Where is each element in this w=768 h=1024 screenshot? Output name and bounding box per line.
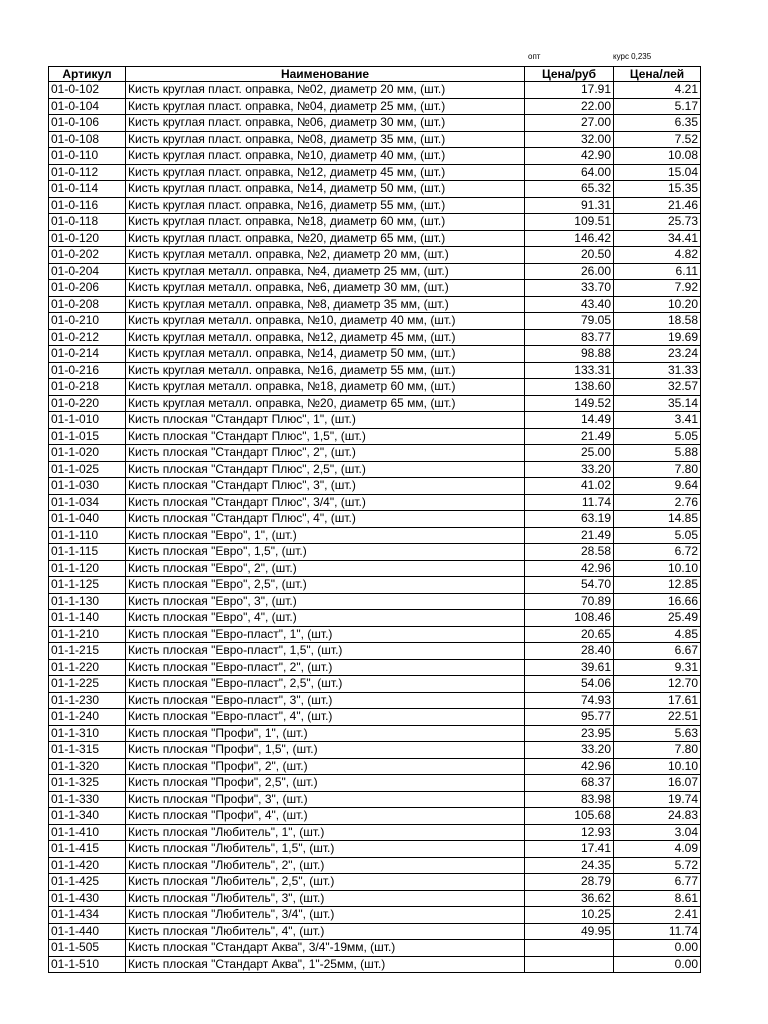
exchange-rate-note: курс 0,235 xyxy=(613,52,652,61)
cell-price-rub: 21.49 xyxy=(525,527,614,544)
cell-price-rub: 39.61 xyxy=(525,659,614,676)
cell-article: 01-1-330 xyxy=(49,791,126,808)
cell-price-rub: 65.32 xyxy=(525,181,614,198)
cell-price-rub: 27.00 xyxy=(525,115,614,132)
cell-price-rub: 25.00 xyxy=(525,445,614,462)
cell-price-lei: 5.63 xyxy=(614,725,701,742)
cell-price-lei: 16.07 xyxy=(614,775,701,792)
cell-price-lei: 5.88 xyxy=(614,445,701,462)
cell-article: 01-0-220 xyxy=(49,395,126,412)
cell-price-rub: 32.00 xyxy=(525,131,614,148)
table-row xyxy=(49,890,701,907)
table-row xyxy=(49,379,701,396)
cell-price-rub: 26.00 xyxy=(525,263,614,280)
cell-price-rub: 11.74 xyxy=(525,494,614,511)
cell-article: 01-0-120 xyxy=(49,230,126,247)
cell-price-lei: 7.92 xyxy=(614,280,701,297)
cell-price-lei: 17.61 xyxy=(614,692,701,709)
cell-price-rub: 83.98 xyxy=(525,791,614,808)
cell-price-rub: 42.96 xyxy=(525,758,614,775)
cell-article: 01-1-130 xyxy=(49,593,126,610)
cell-name: Кисть круглая металл. оправка, №2, диаметр 20 мм, (шт.) xyxy=(126,247,525,264)
cell-article: 01-1-220 xyxy=(49,659,126,676)
cell-article: 01-0-214 xyxy=(49,346,126,363)
column-header-name: Наименование xyxy=(126,67,525,82)
cell-article: 01-0-212 xyxy=(49,329,126,346)
cell-article: 01-1-434 xyxy=(49,907,126,924)
cell-name: Кисть плоская "Евро", 3", (шт.) xyxy=(126,593,525,610)
cell-price-lei: 5.05 xyxy=(614,527,701,544)
cell-article: 01-0-218 xyxy=(49,379,126,396)
cell-name: Кисть круглая металл. оправка, №16, диаметр 55 мм, (шт.) xyxy=(126,362,525,379)
cell-article: 01-0-216 xyxy=(49,362,126,379)
cell-name: Кисть плоская "Стандарт Плюс", 2", (шт.) xyxy=(126,445,525,462)
cell-name: Кисть круглая пласт. оправка, №14, диаметр 50 мм, (шт.) xyxy=(126,181,525,198)
cell-price-rub: 28.40 xyxy=(525,643,614,660)
cell-price-lei: 12.70 xyxy=(614,676,701,693)
cell-price-rub: 63.19 xyxy=(525,511,614,528)
cell-name: Кисть круглая пласт. оправка, №06, диаметр 30 мм, (шт.) xyxy=(126,115,525,132)
cell-name: Кисть плоская "Евро-пласт", 1,5", (шт.) xyxy=(126,643,525,660)
table-row xyxy=(49,313,701,330)
table-row xyxy=(49,692,701,709)
table-row xyxy=(49,626,701,643)
cell-price-lei: 23.24 xyxy=(614,346,701,363)
table-row xyxy=(49,824,701,841)
cell-name: Кисть круглая металл. оправка, №12, диаметр 45 мм, (шт.) xyxy=(126,329,525,346)
cell-name: Кисть плоская "Любитель", 2,5", (шт.) xyxy=(126,874,525,891)
cell-price-rub: 12.93 xyxy=(525,824,614,841)
cell-article: 01-1-440 xyxy=(49,923,126,940)
table-row xyxy=(49,593,701,610)
cell-price-lei: 15.04 xyxy=(614,164,701,181)
cell-price-rub: 21.49 xyxy=(525,428,614,445)
cell-price-lei: 3.41 xyxy=(614,412,701,429)
cell-price-lei: 10.10 xyxy=(614,758,701,775)
table-row xyxy=(49,923,701,940)
table-row xyxy=(49,280,701,297)
cell-name: Кисть плоская "Стандарт Плюс", 3/4", (шт.) xyxy=(126,494,525,511)
cell-price-lei: 5.17 xyxy=(614,98,701,115)
cell-price-lei: 8.61 xyxy=(614,890,701,907)
cell-name: Кисть плоская "Евро-пласт", 2", (шт.) xyxy=(126,659,525,676)
cell-price-lei: 31.33 xyxy=(614,362,701,379)
cell-price-rub: 108.46 xyxy=(525,610,614,627)
cell-price-rub: 33.20 xyxy=(525,461,614,478)
cell-price-lei: 4.85 xyxy=(614,626,701,643)
cell-price-lei: 4.21 xyxy=(614,82,701,99)
table-row xyxy=(49,907,701,924)
cell-article: 01-1-430 xyxy=(49,890,126,907)
table-row xyxy=(49,181,701,198)
column-header-price-rub: Цена/руб xyxy=(525,67,614,82)
cell-name: Кисть круглая пласт. оправка, №10, диаметр 40 мм, (шт.) xyxy=(126,148,525,165)
cell-article: 01-1-040 xyxy=(49,511,126,528)
cell-price-rub: 42.90 xyxy=(525,148,614,165)
cell-price-lei: 10.10 xyxy=(614,560,701,577)
cell-name: Кисть плоская "Профи", 3", (шт.) xyxy=(126,791,525,808)
cell-price-lei: 24.83 xyxy=(614,808,701,825)
cell-article: 01-1-215 xyxy=(49,643,126,660)
cell-article: 01-1-230 xyxy=(49,692,126,709)
cell-article: 01-0-106 xyxy=(49,115,126,132)
cell-price-lei: 32.57 xyxy=(614,379,701,396)
cell-article: 01-1-140 xyxy=(49,610,126,627)
cell-price-rub: 54.06 xyxy=(525,676,614,693)
table-header-row xyxy=(49,67,701,82)
cell-price-lei: 16.66 xyxy=(614,593,701,610)
cell-price-lei: 5.72 xyxy=(614,857,701,874)
cell-name: Кисть плоская "Профи", 1,5", (шт.) xyxy=(126,742,525,759)
cell-price-rub: 109.51 xyxy=(525,214,614,231)
cell-name: Кисть плоская "Стандарт Плюс", 4", (шт.) xyxy=(126,511,525,528)
cell-price-rub: 23.95 xyxy=(525,725,614,742)
cell-price-lei: 9.64 xyxy=(614,478,701,495)
table-row xyxy=(49,527,701,544)
cell-price-rub: 91.31 xyxy=(525,197,614,214)
cell-article: 01-1-030 xyxy=(49,478,126,495)
cell-price-rub: 133.31 xyxy=(525,362,614,379)
cell-article: 01-0-114 xyxy=(49,181,126,198)
cell-name: Кисть круглая пласт. оправка, №16, диаметр 55 мм, (шт.) xyxy=(126,197,525,214)
cell-price-rub: 42.96 xyxy=(525,560,614,577)
cell-price-lei: 9.31 xyxy=(614,659,701,676)
table-body xyxy=(49,82,701,973)
cell-price-rub: 22.00 xyxy=(525,98,614,115)
cell-article: 01-1-110 xyxy=(49,527,126,544)
cell-name: Кисть круглая металл. оправка, №14, диаметр 50 мм, (шт.) xyxy=(126,346,525,363)
cell-price-lei: 25.49 xyxy=(614,610,701,627)
cell-article: 01-1-210 xyxy=(49,626,126,643)
cell-price-lei: 7.80 xyxy=(614,461,701,478)
cell-price-rub xyxy=(525,956,614,973)
table-row xyxy=(49,791,701,808)
cell-article: 01-1-240 xyxy=(49,709,126,726)
cell-price-lei: 3.04 xyxy=(614,824,701,841)
column-header-price-lei: Цена/лей xyxy=(614,67,701,82)
cell-price-lei: 18.58 xyxy=(614,313,701,330)
cell-price-lei: 10.20 xyxy=(614,296,701,313)
cell-price-rub: 54.70 xyxy=(525,577,614,594)
cell-price-lei: 7.80 xyxy=(614,742,701,759)
table-row xyxy=(49,346,701,363)
cell-name: Кисть плоская "Любитель", 3", (шт.) xyxy=(126,890,525,907)
wholesale-note: опт xyxy=(528,52,541,61)
cell-price-lei: 34.41 xyxy=(614,230,701,247)
cell-article: 01-1-320 xyxy=(49,758,126,775)
cell-price-lei: 7.52 xyxy=(614,131,701,148)
cell-price-rub: 79.05 xyxy=(525,313,614,330)
cell-name: Кисть плоская "Стандарт Плюс", 1", (шт.) xyxy=(126,412,525,429)
table-row xyxy=(49,758,701,775)
cell-price-rub: 68.37 xyxy=(525,775,614,792)
cell-price-lei: 19.74 xyxy=(614,791,701,808)
cell-article: 01-1-420 xyxy=(49,857,126,874)
cell-price-rub: 10.25 xyxy=(525,907,614,924)
table-row xyxy=(49,659,701,676)
cell-price-rub: 74.93 xyxy=(525,692,614,709)
cell-price-lei: 0.00 xyxy=(614,940,701,957)
table-row xyxy=(49,643,701,660)
cell-name: Кисть плоская "Любитель", 1", (шт.) xyxy=(126,824,525,841)
cell-article: 01-1-410 xyxy=(49,824,126,841)
table-row xyxy=(49,544,701,561)
cell-price-rub: 20.65 xyxy=(525,626,614,643)
cell-price-lei: 0.00 xyxy=(614,956,701,973)
cell-article: 01-1-125 xyxy=(49,577,126,594)
table-row xyxy=(49,725,701,742)
table-row xyxy=(49,148,701,165)
cell-price-lei: 5.05 xyxy=(614,428,701,445)
cell-article: 01-1-010 xyxy=(49,412,126,429)
cell-price-lei: 15.35 xyxy=(614,181,701,198)
table-row xyxy=(49,494,701,511)
cell-name: Кисть плоская "Евро", 1", (шт.) xyxy=(126,527,525,544)
table-row xyxy=(49,197,701,214)
cell-price-rub: 43.40 xyxy=(525,296,614,313)
cell-name: Кисть круглая металл. оправка, №20, диаметр 65 мм, (шт.) xyxy=(126,395,525,412)
cell-name: Кисть круглая металл. оправка, №10, диаметр 40 мм, (шт.) xyxy=(126,313,525,330)
cell-price-rub: 98.88 xyxy=(525,346,614,363)
cell-article: 01-1-325 xyxy=(49,775,126,792)
cell-article: 01-0-104 xyxy=(49,98,126,115)
table-row xyxy=(49,296,701,313)
table-row xyxy=(49,329,701,346)
cell-price-rub: 24.35 xyxy=(525,857,614,874)
table-row xyxy=(49,940,701,957)
table-row xyxy=(49,577,701,594)
cell-price-rub: 41.02 xyxy=(525,478,614,495)
cell-article: 01-1-025 xyxy=(49,461,126,478)
cell-name: Кисть круглая пласт. оправка, №02, диаметр 20 мм, (шт.) xyxy=(126,82,525,99)
table-row xyxy=(49,742,701,759)
table-row xyxy=(49,362,701,379)
cell-name: Кисть круглая пласт. оправка, №12, диаметр 45 мм, (шт.) xyxy=(126,164,525,181)
cell-price-lei: 14.85 xyxy=(614,511,701,528)
cell-price-lei: 19.69 xyxy=(614,329,701,346)
cell-price-lei: 12.85 xyxy=(614,577,701,594)
table-row xyxy=(49,676,701,693)
cell-price-rub xyxy=(525,940,614,957)
table-row xyxy=(49,874,701,891)
cell-article: 01-0-102 xyxy=(49,82,126,99)
cell-price-lei: 6.72 xyxy=(614,544,701,561)
cell-name: Кисть плоская "Стандарт Плюс", 1,5", (шт.) xyxy=(126,428,525,445)
cell-name: Кисть плоская "Стандарт Плюс", 3", (шт.) xyxy=(126,478,525,495)
cell-article: 01-1-225 xyxy=(49,676,126,693)
cell-name: Кисть плоская "Профи", 1", (шт.) xyxy=(126,725,525,742)
cell-article: 01-1-415 xyxy=(49,841,126,858)
cell-name: Кисть плоская "Стандарт Аква", 1"-25мм, (шт.) xyxy=(126,956,525,973)
cell-name: Кисть плоская "Любитель", 4", (шт.) xyxy=(126,923,525,940)
cell-article: 01-0-202 xyxy=(49,247,126,264)
cell-article: 01-1-340 xyxy=(49,808,126,825)
column-header-article: Артикул xyxy=(49,67,126,82)
cell-price-rub: 20.50 xyxy=(525,247,614,264)
cell-price-rub: 105.68 xyxy=(525,808,614,825)
table-row xyxy=(49,115,701,132)
cell-article: 01-1-310 xyxy=(49,725,126,742)
cell-price-rub: 149.52 xyxy=(525,395,614,412)
table-row xyxy=(49,511,701,528)
cell-price-lei: 22.51 xyxy=(614,709,701,726)
cell-name: Кисть плоская "Евро", 4", (шт.) xyxy=(126,610,525,627)
table-row xyxy=(49,230,701,247)
cell-price-lei: 10.08 xyxy=(614,148,701,165)
cell-article: 01-0-208 xyxy=(49,296,126,313)
table-row xyxy=(49,445,701,462)
cell-article: 01-1-120 xyxy=(49,560,126,577)
cell-price-lei: 11.74 xyxy=(614,923,701,940)
cell-price-rub: 28.58 xyxy=(525,544,614,561)
table-row xyxy=(49,478,701,495)
table-row xyxy=(49,247,701,264)
cell-price-lei: 35.14 xyxy=(614,395,701,412)
cell-name: Кисть плоская "Стандарт Аква", 3/4"-19мм, (шт.) xyxy=(126,940,525,957)
cell-article: 01-0-108 xyxy=(49,131,126,148)
cell-price-rub: 36.62 xyxy=(525,890,614,907)
cell-article: 01-1-315 xyxy=(49,742,126,759)
cell-name: Кисть плоская "Профи", 4", (шт.) xyxy=(126,808,525,825)
cell-price-rub: 33.70 xyxy=(525,280,614,297)
cell-name: Кисть плоская "Профи", 2,5", (шт.) xyxy=(126,775,525,792)
table-row xyxy=(49,560,701,577)
cell-name: Кисть круглая пласт. оправка, №18, диаметр 60 мм, (шт.) xyxy=(126,214,525,231)
cell-article: 01-0-206 xyxy=(49,280,126,297)
cell-price-rub: 33.20 xyxy=(525,742,614,759)
table-row xyxy=(49,956,701,973)
table-row xyxy=(49,461,701,478)
cell-price-rub: 14.49 xyxy=(525,412,614,429)
table-row xyxy=(49,412,701,429)
cell-name: Кисть плоская "Евро-пласт", 1", (шт.) xyxy=(126,626,525,643)
table-row xyxy=(49,82,701,99)
cell-price-lei: 6.67 xyxy=(614,643,701,660)
cell-article: 01-0-118 xyxy=(49,214,126,231)
cell-article: 01-1-510 xyxy=(49,956,126,973)
cell-price-lei: 6.77 xyxy=(614,874,701,891)
cell-article: 01-1-425 xyxy=(49,874,126,891)
cell-name: Кисть плоская "Профи", 2", (шт.) xyxy=(126,758,525,775)
cell-name: Кисть плоская "Любитель", 3/4", (шт.) xyxy=(126,907,525,924)
cell-name: Кисть круглая металл. оправка, №4, диаметр 25 мм, (шт.) xyxy=(126,263,525,280)
cell-name: Кисть круглая пласт. оправка, №20, диаметр 65 мм, (шт.) xyxy=(126,230,525,247)
cell-article: 01-1-034 xyxy=(49,494,126,511)
cell-name: Кисть плоская "Евро", 2,5", (шт.) xyxy=(126,577,525,594)
cell-article: 01-1-020 xyxy=(49,445,126,462)
cell-price-lei: 25.73 xyxy=(614,214,701,231)
cell-name: Кисть плоская "Евро", 1,5", (шт.) xyxy=(126,544,525,561)
cell-price-rub: 95.77 xyxy=(525,709,614,726)
table-row xyxy=(49,395,701,412)
cell-name: Кисть плоская "Евро-пласт", 3", (шт.) xyxy=(126,692,525,709)
cell-name: Кисть круглая металл. оправка, №6, диаметр 30 мм, (шт.) xyxy=(126,280,525,297)
table-row xyxy=(49,214,701,231)
cell-name: Кисть плоская "Любитель", 1,5", (шт.) xyxy=(126,841,525,858)
table-row xyxy=(49,709,701,726)
price-table xyxy=(48,66,701,973)
cell-price-rub: 146.42 xyxy=(525,230,614,247)
table-row xyxy=(49,857,701,874)
cell-name: Кисть плоская "Евро-пласт", 4", (шт.) xyxy=(126,709,525,726)
table-row xyxy=(49,775,701,792)
cell-price-rub: 70.89 xyxy=(525,593,614,610)
table-row xyxy=(49,428,701,445)
table-row xyxy=(49,98,701,115)
cell-article: 01-1-115 xyxy=(49,544,126,561)
cell-price-lei: 2.41 xyxy=(614,907,701,924)
cell-name: Кисть круглая пласт. оправка, №04, диаметр 25 мм, (шт.) xyxy=(126,98,525,115)
table-row xyxy=(49,808,701,825)
cell-article: 01-0-112 xyxy=(49,164,126,181)
cell-article: 01-0-204 xyxy=(49,263,126,280)
table-row xyxy=(49,263,701,280)
cell-price-rub: 64.00 xyxy=(525,164,614,181)
cell-article: 01-1-015 xyxy=(49,428,126,445)
table-row xyxy=(49,610,701,627)
cell-price-lei: 6.11 xyxy=(614,263,701,280)
cell-article: 01-0-110 xyxy=(49,148,126,165)
cell-name: Кисть круглая металл. оправка, №18, диаметр 60 мм, (шт.) xyxy=(126,379,525,396)
cell-name: Кисть плоская "Евро", 2", (шт.) xyxy=(126,560,525,577)
cell-name: Кисть плоская "Стандарт Плюс", 2,5", (шт.) xyxy=(126,461,525,478)
cell-price-rub: 28.79 xyxy=(525,874,614,891)
cell-price-rub: 83.77 xyxy=(525,329,614,346)
cell-price-lei: 6.35 xyxy=(614,115,701,132)
cell-price-lei: 4.82 xyxy=(614,247,701,264)
cell-price-lei: 2.76 xyxy=(614,494,701,511)
cell-price-rub: 138.60 xyxy=(525,379,614,396)
cell-price-rub: 17.91 xyxy=(525,82,614,99)
table-row xyxy=(49,164,701,181)
cell-article: 01-0-210 xyxy=(49,313,126,330)
cell-name: Кисть плоская "Евро-пласт", 2,5", (шт.) xyxy=(126,676,525,693)
cell-price-rub: 17.41 xyxy=(525,841,614,858)
cell-price-lei: 21.46 xyxy=(614,197,701,214)
cell-name: Кисть круглая пласт. оправка, №08, диаметр 35 мм, (шт.) xyxy=(126,131,525,148)
cell-name: Кисть плоская "Любитель", 2", (шт.) xyxy=(126,857,525,874)
cell-price-rub: 49.95 xyxy=(525,923,614,940)
cell-price-lei: 4.09 xyxy=(614,841,701,858)
table-row xyxy=(49,131,701,148)
cell-name: Кисть круглая металл. оправка, №8, диаметр 35 мм, (шт.) xyxy=(126,296,525,313)
cell-article: 01-1-505 xyxy=(49,940,126,957)
cell-article: 01-0-116 xyxy=(49,197,126,214)
table-row xyxy=(49,841,701,858)
